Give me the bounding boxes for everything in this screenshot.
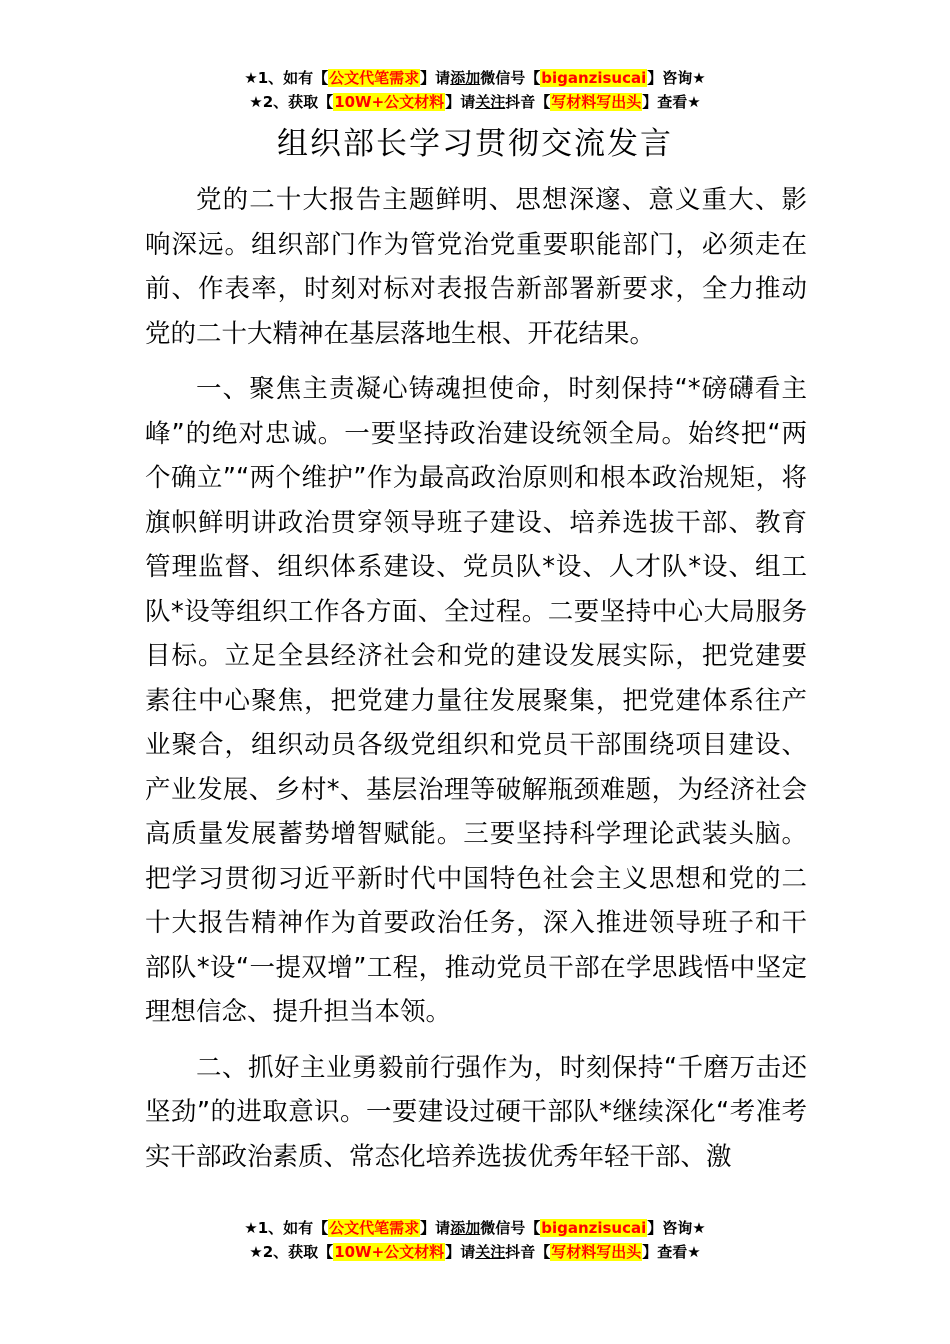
- promo-line-2: ★2、获取【10W+公文材料】请关注抖音【写材料写出头】查看★: [249, 1243, 701, 1261]
- highlight-text: biganzisucai: [541, 1219, 647, 1237]
- document-body: [145, 178, 807, 1190]
- highlight-text: 写材料写出头: [551, 93, 642, 111]
- underlined-text: 添加: [450, 1219, 481, 1237]
- underlined-text: 添加: [450, 69, 481, 87]
- promo-banner-top: [0, 66, 950, 114]
- document-title: 组织部长学习贯彻交流发言: [277, 126, 673, 162]
- highlight-text: 公文代笔需求: [329, 1219, 420, 1237]
- promo-line-1: ★1、如有【公文代笔需求】请添加微信号【biganzisucai】咨询★: [244, 1219, 706, 1237]
- highlight-text: 10W+公文材料: [334, 93, 445, 111]
- paragraph: 党的二十大报告主题鲜明、思想深邃、意义重大、影响深远。组织部门作为管党治党重要职能部门，必须走在前、作表率，时刻对标对表报告新部署新要求，全力推动党的二十大精神在基层落地生根、开花结果。: [145, 185, 807, 349]
- highlight-text: biganzisucai: [541, 69, 647, 87]
- highlight-text: 10W+公文材料: [334, 1243, 445, 1261]
- highlight-text: 写材料写出头: [551, 1243, 642, 1261]
- highlight-text: 公文代笔需求: [329, 69, 420, 87]
- underlined-text: 关注: [475, 93, 506, 111]
- promo-banner-bottom: [0, 1216, 950, 1264]
- promo-line-1: ★1、如有【公文代笔需求】请添加微信号【biganzisucai】咨询★: [244, 69, 706, 87]
- promo-line-2: ★2、获取【10W+公文材料】请关注抖音【写材料写出头】查看★: [249, 93, 701, 111]
- underlined-text: 关注: [475, 1243, 506, 1261]
- paragraph: 一、聚焦主责凝心铸魂担使命，时刻保持“*磅礴看主峰”的绝对忠诚。一要坚持政治建设统领全局。始终把“两个确立”“两个维护”作为最高政治原则和根本政治规矩，将旗帜鲜明讲政治贯穿领导班子建设、培养选拔干部、教育管理监督、组织体系建设、党员队*设、人才队*设、组工队*设等组织工作各方面、全过程。二要坚持中心大局服务目标。立足全县经济社会和党的建设发展实际，把党建要素往中心聚焦，把党建力量往发展聚集，把党建体系往产业聚合，组织动员各级党组织和党员干部围绕项目建设、产业发展、乡村*、基层治理等破解瓶颈难题，为经济社会高质量发展蓄势增智赋能。三要坚持科学理论武装头脑。把学习贯彻习近平新时代中国特色社会主义思想和党的二十大报告精神作为首要政治任务，深入推进领导班子和干部队*设“一提双增”工程，推动党员干部在学思践悟中坚定理想信念、提升担当本领。: [145, 374, 807, 1027]
- paragraph: 二、抓好主业勇毅前行强作为，时刻保持“千磨万击还坚劲”的进取意识。一要建设过硬干部队*继续深化“考准考实干部政治素质、常态化培养选拔优秀年轻干部、激: [145, 1052, 807, 1172]
